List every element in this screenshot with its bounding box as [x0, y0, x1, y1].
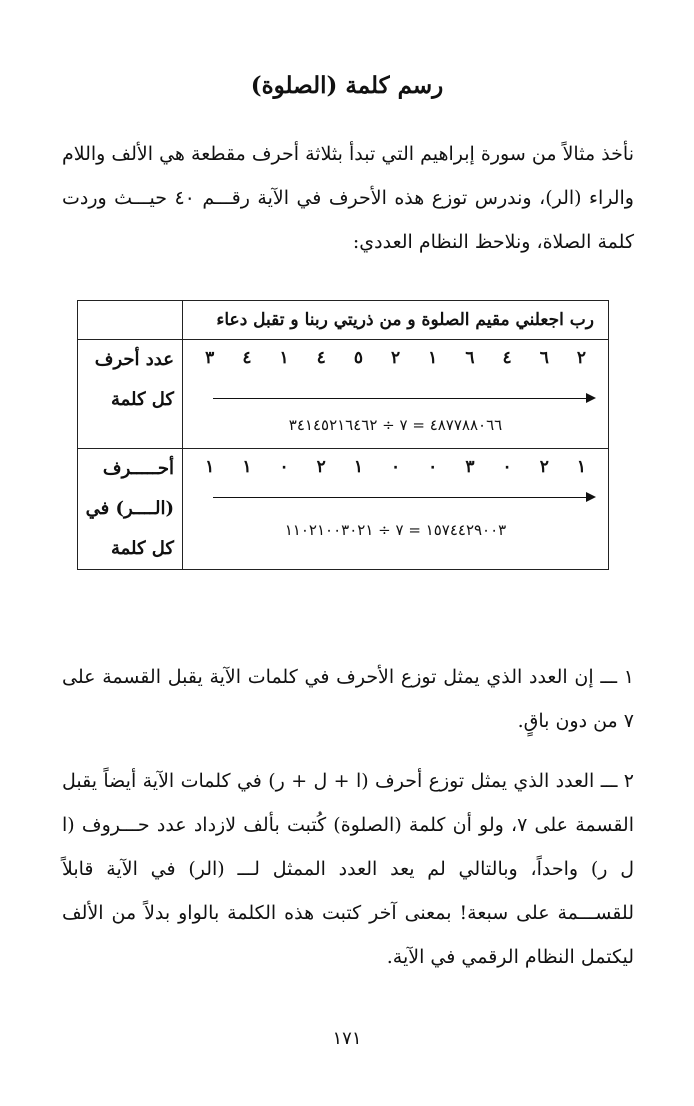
corner-cell: [78, 301, 183, 340]
alr-count-label: [78, 449, 183, 570]
digit: ٢: [539, 457, 549, 477]
digit: ٠: [502, 457, 512, 477]
digit: ٤: [316, 348, 326, 368]
digit: ٥: [353, 348, 363, 368]
digit: ١: [242, 457, 252, 477]
page-number: ١٧١: [332, 1028, 362, 1049]
alr-count-equation: ١٥٧٤٤٢٩٠٠٣ = ٧ ÷ ١١٠٢١٠٠٣٠٢١: [284, 521, 507, 539]
letter-count-label: [78, 340, 183, 449]
digit: ٦: [465, 348, 475, 368]
letter-count-digits: [205, 348, 586, 368]
digit: ١: [205, 457, 215, 477]
page-title: رسم كلمة (الصلوة): [250, 72, 444, 99]
intro-paragraph: نأخذ مثالاً من سورة إبراهيم التي تبدأ بثلاثة أحرف مقطعة هي الألف واللام والراء (الر)، وندرس توزع هذه الأحرف في الآية رقـــم ٤٠ حيـــث وردت كلمة الصلاة، ونلاحظ النظام العددي:: [62, 143, 634, 253]
digit: ٣: [205, 348, 215, 368]
digit: ٠: [391, 457, 401, 477]
label-line: أحـــــرف: [102, 458, 174, 479]
digit: ٢: [391, 348, 401, 368]
digit: ٠: [428, 457, 438, 477]
digit: ١: [279, 348, 289, 368]
letter-count-equation: ٤٨٧٧٨٨٠٦٦ = ٧ ÷ ٣٤١٤٥٢١٦٤٦٢: [288, 416, 503, 434]
point-2: ٢ ـــ العدد الذي يمثل توزع أحرف (ا + ل + ر) في كلمات الآية أيضاً يقبل القسمة على ٧، ولو أن كلمة (الصلوة) كُتبت بألف لازداد عدد حـــروف (ا ل ر) واحداً، وبالتالي لم يعد العدد الممثل لـــ (الر) في الآية قابلاً للقســـمة على سبعة! بمعنى آخر كتبت هذه الكلمة بالواو بدلاً من الألف ليكتمل النظام الرقمي في الآية.: [62, 770, 634, 968]
digit: ٤: [242, 348, 252, 368]
label-line: عدد أحرف: [94, 349, 174, 370]
digit: ٢: [576, 348, 586, 368]
arrow-icon: [213, 398, 594, 399]
numeric-table: [77, 300, 609, 570]
alr-count-cell: [183, 449, 609, 570]
point-1: ١ ـــ إن العدد الذي يمثل توزع الأحرف في كلمات الآية يقبل القسمة على ٧ من دون باقٍ.: [62, 666, 634, 732]
digit: ٢: [316, 457, 326, 477]
digit: ١: [428, 348, 438, 368]
digit: ١: [576, 457, 586, 477]
verse-cell: رب اجعلني مقيم الصلوة و من ذريتي ربنا و تقبل دعاء: [183, 301, 609, 340]
digit: ٦: [539, 348, 549, 368]
label-line: كل كلمة: [110, 389, 174, 410]
digit: ١: [353, 457, 363, 477]
digit: ٣: [465, 457, 475, 477]
label-line: كل كلمة: [110, 538, 174, 559]
alr-count-digits: [205, 457, 586, 477]
arrow-icon: [213, 497, 594, 498]
digit: ٠: [279, 457, 289, 477]
digit: ٤: [502, 348, 512, 368]
letter-count-cell: [183, 340, 609, 449]
label-line: (الــــر) في: [85, 498, 174, 519]
